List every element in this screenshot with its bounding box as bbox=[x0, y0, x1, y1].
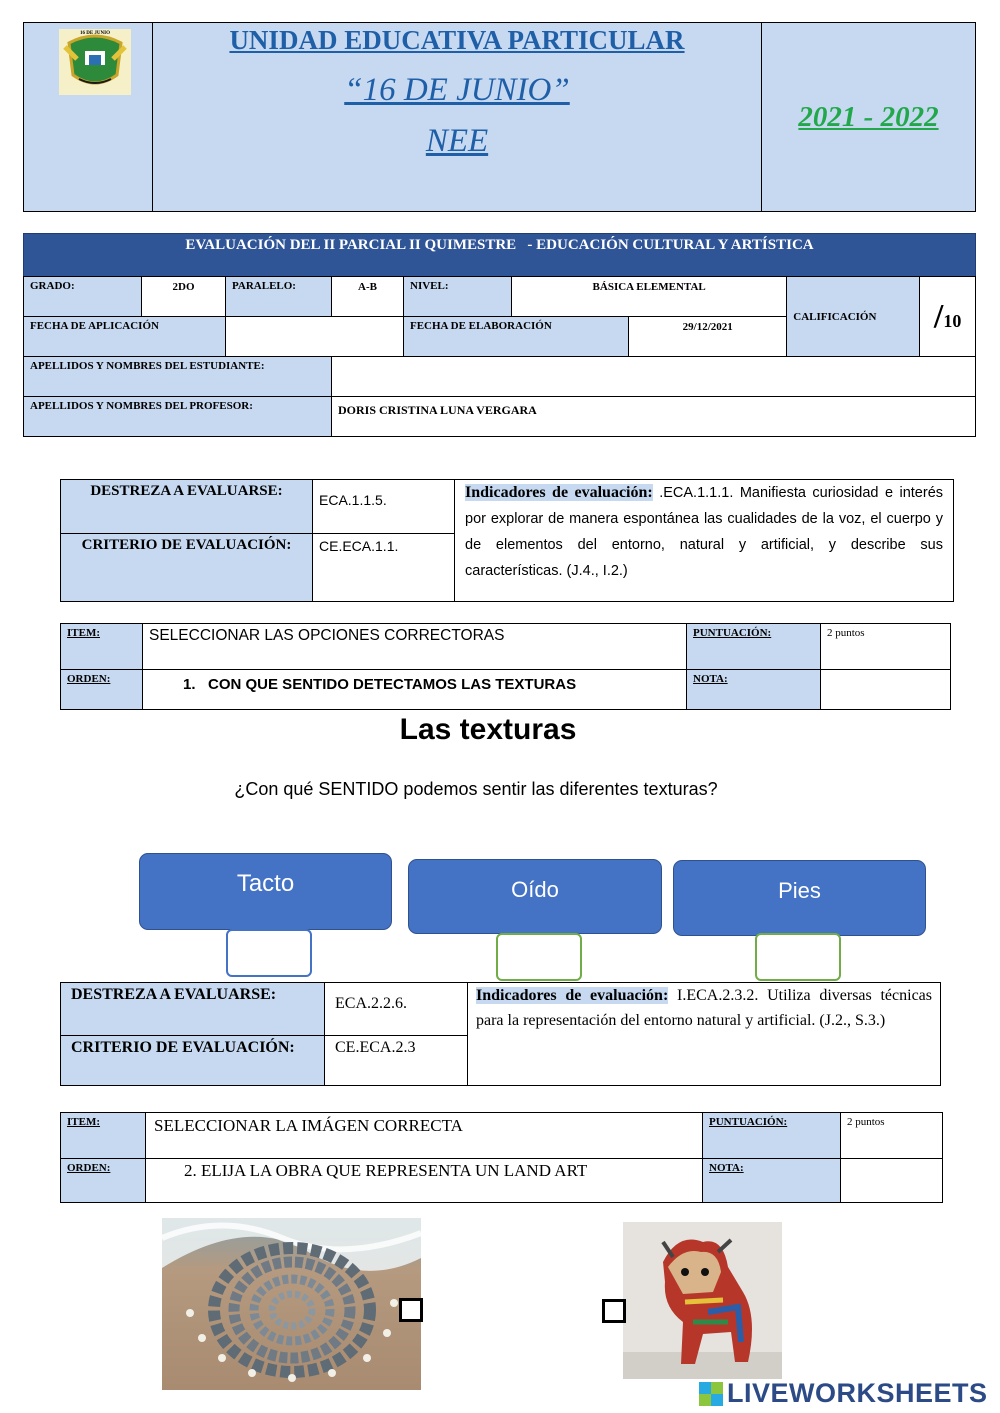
item-table-1 bbox=[60, 623, 951, 710]
estudiante-label: APELLIDOS Y NOMBRES DEL ESTUDIANTE: bbox=[24, 357, 332, 397]
eval-title: EVALUACIÓN DEL II PARCIAL II QUIMESTRE - EDUCACIÓN CULTURAL Y ARTÍSTICA bbox=[185, 237, 814, 253]
puntuacion-value-2: 2 puntos bbox=[841, 1113, 943, 1159]
indicadores-cell bbox=[455, 480, 954, 602]
grado-label: GRADO: bbox=[24, 277, 142, 317]
year-cell bbox=[762, 23, 976, 212]
indicadores-text: .ECA.1.1.1. Manifiesta curiosidad e interés por explorar de manera espontánea las cualidades de la voz, el cuerpo y de elementos del entorno, natural y artificial, y describe sus características. (J.4., I.2.) bbox=[465, 485, 944, 579]
liveworksheets-logo bbox=[699, 1380, 993, 1410]
criterio-label: CRITERIO DE EVALUACIÓN: bbox=[61, 534, 313, 602]
school-name-cell bbox=[153, 23, 762, 212]
answer-box-tacto[interactable] bbox=[226, 929, 312, 977]
nivel-value: BÁSICA ELEMENTAL bbox=[512, 277, 787, 317]
fecha-elaboracion-label: FECHA DE ELABORACIÓN bbox=[404, 317, 629, 357]
paralelo-label: PARALELO: bbox=[226, 277, 332, 317]
nota-input-2[interactable] bbox=[841, 1159, 943, 1203]
school-subname: “16 DE JUNIO” bbox=[344, 72, 570, 108]
profesor-value: DORIS CRISTINA LUNA VERGARA bbox=[332, 397, 976, 437]
land-art-checkbox[interactable] bbox=[399, 1298, 423, 1322]
skill-table-1 bbox=[60, 479, 954, 602]
liveworksheets-icon bbox=[699, 1382, 723, 1406]
calificacion-value bbox=[920, 277, 976, 357]
item-table-2 bbox=[60, 1112, 943, 1203]
item-label-2: ITEM: bbox=[61, 1113, 146, 1159]
fecha-elaboracion-value: 29/12/2021 bbox=[629, 317, 787, 357]
paralelo-value: A-B bbox=[332, 277, 404, 317]
option-tacto-button[interactable]: Tacto bbox=[139, 853, 392, 930]
school-year: 2021 - 2022 bbox=[798, 100, 939, 133]
item-label: ITEM: bbox=[61, 624, 143, 670]
eval-info-table bbox=[23, 276, 976, 437]
option-pies-button[interactable]: Pies bbox=[673, 860, 926, 936]
school-logo bbox=[59, 29, 131, 95]
destreza-value: ECA.1.1.5. bbox=[313, 480, 455, 534]
indicadores-cell-2 bbox=[468, 983, 941, 1086]
nivel-label: NIVEL: bbox=[404, 277, 512, 317]
grado-value: 2DO bbox=[142, 277, 226, 317]
school-nee: NEE bbox=[425, 123, 489, 159]
land-art-image bbox=[162, 1218, 421, 1390]
orden-label: ORDEN: bbox=[61, 670, 143, 710]
destreza-value-2: ECA.2.2.6. bbox=[325, 983, 468, 1036]
item-value: SELECCIONAR LAS OPCIONES CORRECTORAS bbox=[143, 624, 687, 670]
puntuacion-label: PUNTUACIÓN: bbox=[687, 624, 821, 670]
answer-box-oido[interactable] bbox=[496, 933, 582, 981]
option-oido-button[interactable]: Oído bbox=[408, 859, 662, 934]
orden-value: 1. CON QUE SENTIDO DETECTAMOS LAS TEXTURAS bbox=[143, 670, 687, 710]
criterio-label-2: CRITERIO DE EVALUACIÓN: bbox=[61, 1036, 325, 1086]
fecha-aplicacion-input[interactable] bbox=[226, 317, 404, 357]
nota-label: NOTA: bbox=[687, 670, 821, 710]
destreza-label-2: DESTREZA A EVALUARSE: bbox=[61, 983, 325, 1036]
calificacion-max: 10 bbox=[943, 310, 962, 331]
indicadores-text-2: I.ECA.2.3.2. Utiliza diversas técnicas para la representación del entorno natural y artificial. (J.2., S.3.) bbox=[476, 987, 933, 1029]
header-table bbox=[23, 22, 976, 212]
recycled-dog-checkbox[interactable] bbox=[602, 1299, 626, 1323]
puntuacion-label-2: PUNTUACIÓN: bbox=[703, 1113, 841, 1159]
skill-table-2 bbox=[60, 982, 941, 1086]
criterio-value-2: CE.ECA.2.3 bbox=[325, 1036, 468, 1086]
nota-input[interactable] bbox=[821, 670, 951, 710]
eval-title-band bbox=[23, 233, 976, 277]
profesor-label: APELLIDOS Y NOMBRES DEL PROFESOR: bbox=[24, 397, 332, 437]
indicadores-label: Indicadores de evaluación: bbox=[465, 484, 653, 501]
textures-question: ¿Con qué SENTIDO podemos sentir las diferentes texturas? bbox=[234, 779, 718, 799]
calificacion-slash: / bbox=[933, 297, 944, 335]
orden-value-2: 2. ELIJA LA OBRA QUE REPRESENTA UN LAND ART bbox=[146, 1159, 703, 1203]
item-value-2: SELECCIONAR LA IMÁGEN CORRECTA bbox=[146, 1113, 703, 1159]
liveworksheets-text: LIVEWORKSHEETS bbox=[727, 1378, 988, 1408]
calificacion-label: CALIFICACIÓN bbox=[787, 277, 920, 357]
textures-title: Las texturas bbox=[399, 713, 577, 746]
logo-cell bbox=[24, 23, 153, 212]
estudiante-input[interactable] bbox=[332, 357, 976, 397]
criterio-value: CE.ECA.1.1. bbox=[313, 534, 455, 602]
logo-text: 16 DE JUNIO bbox=[79, 31, 110, 36]
answer-box-pies[interactable] bbox=[755, 933, 841, 981]
recycled-dog-image bbox=[623, 1222, 782, 1379]
destreza-label: DESTREZA A EVALUARSE: bbox=[61, 480, 313, 534]
puntuacion-value: 2 puntos bbox=[821, 624, 951, 670]
fecha-aplicacion-label: FECHA DE APLICACIÓN bbox=[24, 317, 226, 357]
indicadores-label-2: Indicadores de evaluación: bbox=[476, 987, 669, 1004]
orden-label-2: ORDEN: bbox=[61, 1159, 146, 1203]
school-name: UNIDAD EDUCATIVA PARTICULAR bbox=[229, 25, 685, 55]
nota-label-2: NOTA: bbox=[703, 1159, 841, 1203]
